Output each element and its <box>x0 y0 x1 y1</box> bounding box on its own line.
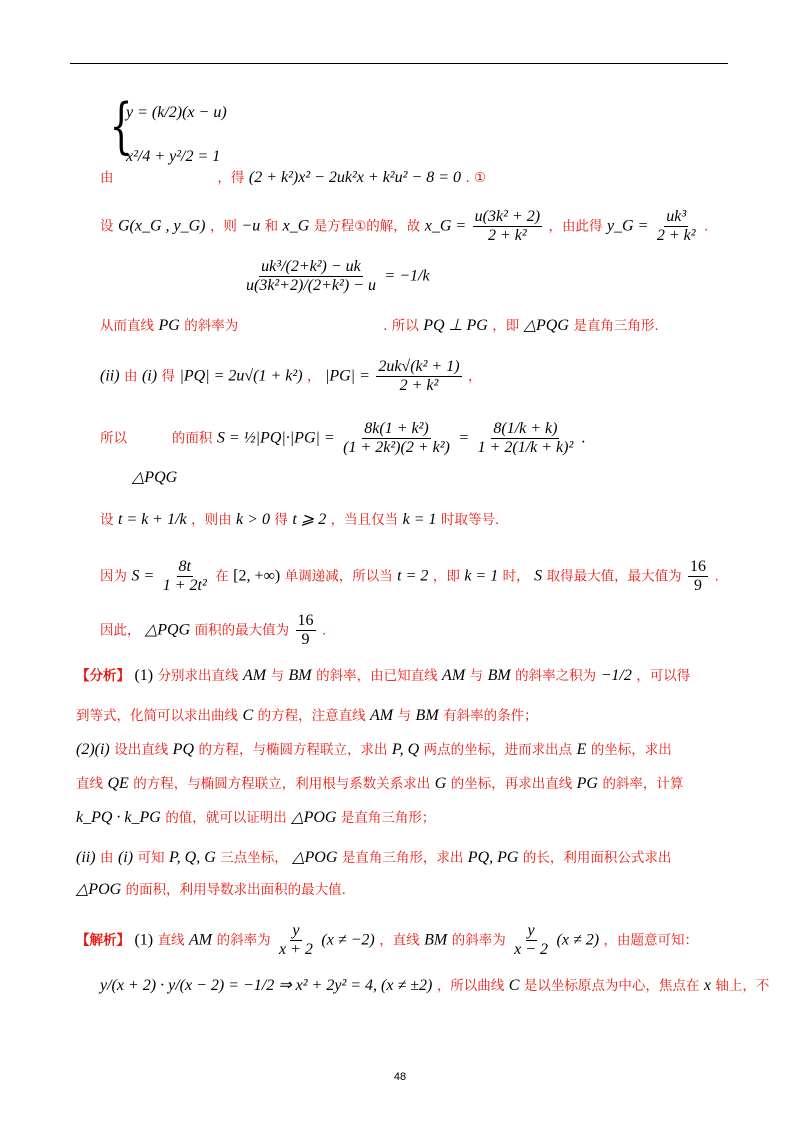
fraction <box>688 558 708 595</box>
math: (x ≠ 2) <box>556 931 600 949</box>
fraction <box>341 420 452 457</box>
numerator: uk³/(2+k²) − uk <box>261 258 361 275</box>
denominator: 9 <box>301 631 310 648</box>
text: 的斜率之积为 <box>515 668 597 684</box>
math: (i) <box>141 367 158 385</box>
analysis-line-6 <box>76 848 671 868</box>
fraction <box>376 358 461 395</box>
fraction <box>244 258 378 295</box>
math: k = 1 <box>464 567 499 585</box>
text: 时取等号. <box>440 512 500 528</box>
text: 得 <box>274 512 288 528</box>
text: 由 <box>100 850 114 866</box>
analysis-line-4 <box>76 774 683 794</box>
text: 有斜率的条件； <box>443 708 538 724</box>
fraction <box>476 420 576 457</box>
math: S <box>534 567 543 585</box>
math: |PQ| = 2u√(1 + k²) <box>179 367 303 385</box>
math: k = 1 <box>402 511 437 528</box>
math: C <box>242 707 254 724</box>
fraction <box>473 208 542 245</box>
line-6 <box>100 510 499 530</box>
math: k_PQ · k_PG <box>76 809 161 826</box>
denominator: x − 2 <box>514 941 549 958</box>
text: 的面积，利用导数求出面积的最大值. <box>125 882 346 898</box>
math: x_G = <box>424 217 467 235</box>
text: 直线 <box>76 776 103 792</box>
text: 到等式，化简可以求出曲线 <box>76 708 238 724</box>
math: |PG| = <box>324 367 370 385</box>
text: ， <box>468 368 482 385</box>
text: ，由题意可知： <box>603 932 699 949</box>
numerator: y <box>292 922 300 939</box>
numerator: uk³ <box>666 208 687 225</box>
solution-line-2 <box>100 976 769 996</box>
text: 的坐标，求出 <box>590 742 672 758</box>
denominator: 9 <box>694 577 703 594</box>
header-rule <box>70 63 728 64</box>
denominator: 2 + k² <box>656 227 696 244</box>
text: ，当且仅当 <box>330 512 399 528</box>
line-8 <box>100 612 326 649</box>
numerator: y <box>527 922 535 939</box>
text: ，即 <box>432 568 460 585</box>
text: 是直角三角形，求出 <box>341 850 464 866</box>
text: 设 <box>100 512 114 528</box>
line-7 <box>100 558 719 595</box>
text: ，则 <box>209 218 237 235</box>
analysis-tag: 【分析】 <box>76 668 130 684</box>
analysis-line-7 <box>76 880 346 900</box>
text: 是直角三角形. <box>573 318 659 334</box>
text: 是方程①的解，故 <box>313 218 421 235</box>
math: . <box>581 429 586 447</box>
text: 的斜率为 <box>451 932 506 949</box>
system-brace: { <box>109 91 133 161</box>
text: 的坐标，再求出直线 <box>450 776 573 792</box>
text: . <box>714 568 719 585</box>
math: C <box>508 977 520 994</box>
math: △PQG <box>523 317 569 334</box>
fraction <box>512 922 550 959</box>
math: AM <box>189 931 213 949</box>
fraction <box>277 922 315 959</box>
text: 轴上，不 <box>715 978 770 994</box>
math: S = ½|PQ|·|PG| = <box>216 429 335 447</box>
text: ， <box>306 368 321 385</box>
analysis-line-3 <box>76 740 672 760</box>
text: 是以坐标原点为中心，焦点在 <box>523 978 700 994</box>
text: 单调递减，所以当 <box>284 568 393 585</box>
text: 的面积 <box>171 430 213 447</box>
line-2 <box>100 208 708 245</box>
text: 是直角三角形； <box>340 810 436 826</box>
math: BM <box>415 707 439 724</box>
text: . <box>704 218 709 235</box>
line-4 <box>100 358 482 395</box>
math: (1) <box>134 667 154 684</box>
line-1 <box>100 168 486 188</box>
denominator: 2 + k² <box>399 377 439 394</box>
math: (1) <box>134 931 154 949</box>
math: PG <box>158 317 180 334</box>
numerator: u(3k² + 2) <box>474 208 541 225</box>
text: 直线 <box>157 932 185 949</box>
text: ，由此得 <box>548 218 603 235</box>
math: PQ, PG <box>467 849 519 866</box>
text: 的值，就可以证明出 <box>165 810 287 826</box>
math: y_G = <box>606 217 649 235</box>
text: . 所以 <box>383 318 419 334</box>
system-eq-line: y = (k/2)(x − u) <box>126 104 227 121</box>
text: 的斜率为 <box>216 932 271 949</box>
text: 由 <box>124 368 138 385</box>
analysis-line-5 <box>76 808 435 828</box>
math: x_G <box>282 217 310 235</box>
math: (i) <box>117 849 134 866</box>
text: . ① <box>465 170 487 186</box>
math: △POG <box>292 849 338 866</box>
text: 与 <box>469 668 484 684</box>
text: 时， <box>502 568 530 585</box>
math: = −1/k <box>384 267 430 285</box>
text: 在 <box>215 568 229 585</box>
math: k > 0 <box>236 511 270 528</box>
math: BM <box>424 931 448 949</box>
math: = <box>458 429 470 447</box>
text: 与 <box>270 668 285 684</box>
text: 的斜率为 <box>184 318 239 334</box>
numerator: 8t <box>178 558 191 575</box>
math: P, Q <box>391 741 420 758</box>
math: (x ≠ −2) <box>321 931 375 949</box>
text: 的斜率，由已知直线 <box>316 668 438 684</box>
analysis-line-1 <box>76 666 690 686</box>
math: (ii) <box>100 367 120 385</box>
denominator: 2 + k² <box>488 227 527 244</box>
text: 设出直线 <box>114 742 169 758</box>
math: AM <box>370 707 394 724</box>
math: S = <box>131 567 155 585</box>
numerator: 16 <box>690 558 707 575</box>
text: 两点的坐标，进而求出点 <box>423 742 573 758</box>
math: BM <box>288 667 312 684</box>
denominator: x + 2 <box>279 941 313 958</box>
text: ，所以曲线 <box>436 978 505 994</box>
text: ，则由 <box>191 512 232 528</box>
denominator: 1 + 2(1/k + k)² <box>477 439 574 456</box>
analysis-line-2 <box>76 706 538 726</box>
text: 由 <box>100 170 114 186</box>
math: (ii) <box>76 849 96 866</box>
fraction <box>296 612 316 649</box>
math: △POG <box>291 809 337 826</box>
numerator: 8(1/k + k) <box>493 420 558 437</box>
math: P, Q, G <box>168 849 216 866</box>
denominator: 1 + 2t² <box>162 577 207 594</box>
line-3 <box>100 316 659 336</box>
math: [2, +∞) <box>233 567 281 585</box>
math: QE <box>107 775 129 792</box>
denominator: (1 + 2k²)(2 + k²) <box>343 439 450 456</box>
text: ，即 <box>492 318 520 334</box>
fraction <box>161 558 209 595</box>
numerator: 8k(1 + k²) <box>364 420 429 437</box>
page-number: 48 <box>393 1071 407 1083</box>
math: PQ ⊥ PG <box>423 317 488 334</box>
math: t = 2 <box>397 567 429 585</box>
text: ，可以得 <box>636 668 691 684</box>
text: 分别求出直线 <box>157 668 239 684</box>
fraction <box>655 208 698 245</box>
math: PG <box>576 775 598 792</box>
line-5 <box>100 420 586 457</box>
math: PQ <box>172 741 194 758</box>
text: . <box>322 622 327 639</box>
text: 的方程，注意直线 <box>257 708 366 724</box>
denominator: u(3k²+2)/(2+k²) − u <box>246 277 376 294</box>
math: AM <box>442 667 466 684</box>
math: △POG <box>76 881 122 898</box>
math: −u <box>241 217 261 235</box>
ellipse-eq: x²/4 + y²/2 = 1 <box>126 148 221 165</box>
solution-tag: 【解析】 <box>76 932 130 949</box>
text: 取得最大值，最大值为 <box>546 568 682 585</box>
text: 的方程，与椭圆方程联立，求出 <box>198 742 388 758</box>
slope-expression <box>242 258 430 295</box>
text: 的长，利用面积公式求出 <box>522 850 672 866</box>
math: G(x_G , y_G) <box>117 217 206 235</box>
math: x <box>703 977 711 994</box>
quadratic-eq: (2 + k²)x² − 2uk²x + k²u² − 8 = 0 <box>248 169 461 186</box>
text: 和 <box>264 218 279 235</box>
solution-line-1 <box>76 922 698 959</box>
text: 的方程，与椭圆方程联立，利用根与系数关系求出 <box>133 776 431 792</box>
math: BM <box>487 667 511 684</box>
text: 得 <box>161 368 176 385</box>
text: 的斜率，计算 <box>602 776 684 792</box>
text: 面积的最大值为 <box>194 622 290 639</box>
math: G <box>434 775 447 792</box>
text: 三点坐标， <box>220 850 288 866</box>
text: 所以 <box>100 430 127 447</box>
text: 从而直线 <box>100 318 154 334</box>
math: y/(x + 2) · y/(x − 2) = −1/2 ⇒ x² + 2y² = 4, (x ≠ ±2) <box>100 977 433 994</box>
triangle-pqg: △PQG <box>132 469 178 486</box>
math: t = k + 1/k <box>117 511 187 528</box>
text: 可知 <box>137 850 165 866</box>
numerator: 2uk√(k² + 1) <box>378 358 460 375</box>
math: −1/2 <box>600 667 632 684</box>
text: 因此， <box>100 622 141 639</box>
text: ，直线 <box>379 932 420 949</box>
text: 设 <box>100 218 114 235</box>
text: 因为 <box>100 568 127 585</box>
math: (2)(i) <box>76 741 110 758</box>
text: 与 <box>397 708 412 724</box>
text: ，得 <box>217 170 245 186</box>
numerator: 16 <box>297 612 314 629</box>
math: t ⩾ 2 <box>292 511 327 528</box>
math: AM <box>243 667 267 684</box>
math: △PQG <box>144 621 191 639</box>
math: E <box>576 741 587 758</box>
